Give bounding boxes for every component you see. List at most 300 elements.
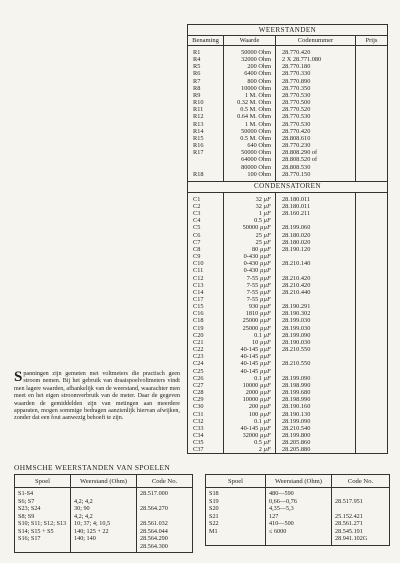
capacitor-name: C13 — [188, 282, 224, 289]
capacitor-name: C11 — [188, 267, 224, 274]
capacitor-value — [224, 418, 276, 425]
capacitor-value-number: 10000 — [242, 396, 259, 404]
resistor-value: 0.32 M. Ohm — [224, 99, 276, 106]
capacitor-name: C32 — [188, 418, 224, 425]
capacitor-value-number: 25 — [255, 238, 262, 246]
capacitor-value — [224, 203, 276, 210]
coil-cell-line: 28.941.102G — [335, 535, 368, 542]
resistor-value: 800 Ohm — [224, 78, 276, 85]
capacitor-value — [224, 325, 276, 332]
coil-cell-line: 28.545.191 — [335, 527, 363, 535]
capacitor-price — [356, 303, 388, 310]
capacitor-row — [188, 418, 388, 425]
resistor-price — [356, 78, 388, 85]
capacitor-row — [188, 375, 388, 382]
right-header-weerstand: Weerstand (Ohm) — [266, 475, 332, 488]
resistor-row — [188, 149, 388, 156]
measurement-note — [14, 371, 180, 423]
capacitor-unit: µF — [263, 331, 271, 339]
resistor-value: 50000 Ohm — [224, 49, 276, 56]
capacitor-name: C37 — [188, 446, 224, 454]
capacitor-row — [188, 396, 388, 403]
capacitor-code: 28.190.160 — [276, 403, 356, 410]
resistor-name: R9 — [188, 92, 224, 99]
resistor-price — [356, 49, 388, 56]
capacitors-section-row — [188, 181, 388, 192]
capacitor-code: 28.199.800 — [276, 432, 356, 439]
resistor-name: R15 — [188, 135, 224, 142]
capacitor-code: 28.205.880 — [276, 446, 356, 454]
resistor-code: 2 X 28.771.080 — [276, 56, 356, 63]
capacitor-value — [224, 317, 276, 324]
capacitor-name: C31 — [188, 411, 224, 418]
capacitor-unit: µµF — [259, 396, 271, 404]
capacitor-unit: µµF — [259, 353, 271, 361]
resistor-name: R17 — [188, 149, 224, 156]
left-header-spoel: Spoel — [15, 475, 71, 488]
capacitor-unit: µµF — [259, 260, 271, 268]
resistor-name: R18 — [188, 171, 224, 178]
capacitor-value — [224, 275, 276, 282]
capacitor-price — [356, 446, 388, 454]
capacitor-price — [356, 346, 388, 353]
capacitor-name: C6 — [188, 232, 224, 239]
capacitor-price — [356, 418, 388, 425]
capacitor-row — [188, 260, 388, 267]
capacitor-price — [356, 210, 388, 217]
capacitor-code — [276, 253, 356, 260]
coil-cell-line: ≤ 6000 — [269, 527, 287, 535]
capacitor-value-number: 0.5 — [254, 439, 262, 447]
resistor-row — [188, 164, 388, 171]
coil-cell-line: 28.564.270 — [140, 505, 168, 512]
capacitor-code: 28.160.211 — [276, 210, 356, 217]
capacitor-price — [356, 267, 388, 274]
coil-cell-line: 4,2; 4,2 — [74, 497, 93, 505]
header-prijs: Prijs — [356, 36, 388, 46]
resistor-value: 6400 Ohm — [224, 70, 276, 77]
resistor-value: 32000 Ohm — [224, 56, 276, 63]
capacitor-row — [188, 210, 388, 217]
capacitor-price — [356, 425, 388, 432]
capacitor-code — [276, 217, 356, 224]
coil-cell-line: 127 — [269, 512, 279, 520]
capacitor-price — [356, 375, 388, 382]
capacitor-value-number: 200 — [248, 403, 259, 411]
coil-table-right — [205, 474, 390, 546]
coil-cell-line: S20 — [209, 505, 219, 512]
capacitor-row — [188, 267, 388, 274]
coil-cell-line: S8; S9 — [18, 512, 35, 520]
capacitor-value-number: 7-55 — [246, 296, 259, 303]
capacitor-unit: µµF — [259, 389, 271, 397]
capacitor-name: C34 — [188, 432, 224, 439]
resistor-row — [188, 99, 388, 106]
capacitor-name: C5 — [188, 224, 224, 231]
capacitor-price — [356, 382, 388, 389]
resistor-row — [188, 121, 388, 128]
capacitor-unit: µµF — [259, 274, 271, 282]
coil-cell-line: 0,66—0,76 — [269, 497, 297, 505]
capacitor-value-number: 80 — [252, 245, 259, 253]
capacitor-unit: µµF — [259, 224, 271, 232]
capacitor-unit: µµF — [259, 303, 271, 311]
capacitor-unit: µµF — [259, 324, 271, 332]
right-header-spoel: Spoel — [206, 475, 266, 488]
coil-cell-line: 25.152.421 — [335, 512, 363, 520]
capacitor-name: C15 — [188, 303, 224, 310]
capacitor-value — [224, 303, 276, 310]
capacitor-unit: µF — [263, 217, 271, 225]
capacitor-unit: µµF — [259, 403, 271, 411]
resistor-code: 28.770.420 — [276, 49, 356, 56]
right-spoel-column — [206, 488, 266, 546]
capacitor-value — [224, 439, 276, 446]
capacitor-value — [224, 296, 276, 303]
resistor-value: 10000 Ohm — [224, 85, 276, 92]
resistor-row — [188, 113, 388, 120]
resistor-value: 100 Ohm — [224, 171, 276, 178]
capacitor-value — [224, 267, 276, 274]
resistor-price — [356, 149, 388, 156]
capacitor-value — [224, 432, 276, 439]
capacitor-value-number: 40-145 — [240, 367, 259, 375]
capacitor-value-number: 2000 — [245, 389, 259, 397]
capacitor-code — [276, 296, 356, 303]
resistor-code: 28.770.520 — [276, 106, 356, 113]
capacitor-name: C9 — [188, 253, 224, 260]
capacitor-code: 28.190.130 — [276, 411, 356, 418]
capacitor-value-number: 2 — [258, 446, 262, 454]
capacitor-value-number: 1 — [258, 210, 262, 218]
resistor-value: 50000 Ohm — [224, 128, 276, 135]
resistor-code: 28.770.500 — [276, 99, 356, 106]
capacitor-value-number: 7-55 — [246, 288, 259, 296]
coil-table-left — [14, 474, 193, 553]
capacitor-row — [188, 382, 388, 389]
capacitor-row — [188, 275, 388, 282]
capacitor-name: C28 — [188, 389, 224, 396]
capacitor-code: 28.190.120 — [276, 246, 356, 253]
capacitor-code: 28.210.440 — [276, 289, 356, 296]
capacitor-code — [276, 267, 356, 274]
capacitor-price — [356, 246, 388, 253]
capacitor-name: C26 — [188, 375, 224, 382]
capacitor-value — [224, 396, 276, 403]
resistor-code: 28.770.890 — [276, 78, 356, 85]
capacitor-value — [224, 239, 276, 246]
capacitor-price — [356, 275, 388, 282]
capacitor-unit: µµF — [259, 281, 271, 289]
capacitor-code: 28.210.540 — [276, 425, 356, 432]
capacitor-code: 28.180.011 — [276, 203, 356, 210]
resistor-value: 1 M. Ohm — [224, 121, 276, 128]
capacitor-code: 28.210.550 — [276, 346, 356, 353]
coil-cell-line: 140; 140 — [74, 535, 96, 542]
capacitor-row — [188, 196, 388, 203]
capacitor-value-number: 10 — [252, 338, 259, 346]
capacitor-code — [276, 368, 356, 375]
capacitor-value-number: 0-430 — [243, 253, 259, 261]
resistor-name: R8 — [188, 85, 224, 92]
capacitor-value — [224, 382, 276, 389]
capacitor-unit: µF — [263, 238, 271, 246]
resistor-name: R5 — [188, 63, 224, 70]
coil-cell-line: 10; 37; 4; 10,5 — [74, 520, 111, 527]
capacitor-price — [356, 353, 388, 360]
capacitor-unit: µµF — [259, 338, 271, 346]
resistor-code: 28.808.530 — [276, 164, 356, 171]
capacitor-row — [188, 217, 388, 224]
capacitor-code: 28.210.550 — [276, 360, 356, 367]
capacitor-unit: µµF — [259, 253, 271, 261]
capacitor-value-number: 50000 — [242, 224, 259, 232]
capacitor-name: C25 — [188, 368, 224, 375]
capacitor-row — [188, 310, 388, 317]
capacitor-code: 28.198.990 — [276, 382, 356, 389]
capacitor-value — [224, 260, 276, 267]
capacitor-name: C29 — [188, 396, 224, 403]
capacitor-unit: µµF — [259, 346, 271, 354]
capacitor-row — [188, 411, 388, 418]
capacitor-row — [188, 303, 388, 310]
capacitor-code: 28.199.680 — [276, 389, 356, 396]
capacitor-code: 28.199.030 — [276, 325, 356, 332]
resistor-name: R6 — [188, 70, 224, 77]
coil-cell-line: S10; S11; S12; S13 — [18, 520, 67, 527]
coil-cell-line: 28.517.000 — [140, 490, 168, 497]
coil-cell-line: S18 — [209, 490, 219, 497]
capacitor-code: 28.199.090 — [276, 375, 356, 382]
capacitor-price — [356, 332, 388, 339]
capacitor-name: C30 — [188, 403, 224, 410]
coil-cell-line: 140; 125 + 22 — [74, 527, 109, 535]
capacitor-value-number: 40-145 — [240, 346, 259, 354]
capacitor-unit: µµF — [259, 317, 271, 325]
capacitor-value-number: 32 — [255, 195, 262, 203]
capacitor-name: C4 — [188, 217, 224, 224]
capacitor-price — [356, 432, 388, 439]
coil-cell-line: 4,35—5,3 — [269, 505, 294, 512]
resistor-price — [356, 106, 388, 113]
resistor-value: 200 Ohm — [224, 63, 276, 70]
coil-cell-line — [140, 498, 192, 506]
coil-cell-line: S22 — [209, 520, 219, 527]
capacitor-name: C35 — [188, 439, 224, 446]
capacitor-row — [188, 425, 388, 432]
capacitor-value-number: 40-145 — [240, 353, 259, 361]
capacitor-row — [188, 317, 388, 324]
capacitor-row — [188, 439, 388, 446]
capacitor-name: C23 — [188, 353, 224, 360]
capacitor-price — [356, 224, 388, 231]
capacitor-value-number: 25000 — [242, 324, 259, 332]
capacitor-value-number: 10000 — [242, 381, 259, 389]
capacitor-unit: µF — [263, 202, 271, 210]
capacitor-name: C7 — [188, 239, 224, 246]
resistor-row — [188, 171, 388, 178]
resistor-code: 28.770.230 — [276, 142, 356, 149]
resistor-value: 0.5 M. Ohm — [224, 106, 276, 113]
coil-cell-line: S23; S24 — [18, 505, 41, 512]
resistor-price — [356, 121, 388, 128]
capacitor-row — [188, 296, 388, 303]
coil-cell-line — [74, 490, 136, 498]
header-benaming: Benaming — [188, 36, 224, 46]
capacitor-name: C12 — [188, 275, 224, 282]
capacitor-row — [188, 282, 388, 289]
capacitor-unit: µF — [263, 439, 271, 447]
resistor-code: 28.808.290 of — [276, 149, 356, 156]
resistor-value: 80000 Ohm — [224, 164, 276, 171]
resistor-price — [356, 70, 388, 77]
capacitor-value-number: 32 — [255, 202, 262, 210]
right-header-code: Code No. — [332, 475, 390, 488]
capacitor-name: C10 — [188, 260, 224, 267]
capacitor-price — [356, 439, 388, 446]
capacitor-row — [188, 432, 388, 439]
coil-cell-line: 28.564.290 — [140, 535, 168, 542]
capacitor-value — [224, 425, 276, 432]
capacitor-price — [356, 317, 388, 324]
capacitor-value — [224, 246, 276, 253]
capacitor-unit: µF — [263, 374, 271, 382]
capacitor-value-number: 0.5 — [254, 217, 262, 225]
capacitor-value-number: 25000 — [242, 317, 259, 325]
note-text: panningen zijn gemeten met voltmeters die practisch geen stroom nemen. Bij het gebruik van draaispoelvoltmeters vindt men lagere waarden, afhankelijk van de weerstand, waarachter men meet en het eigen stroomverbruik van de meter. Daar de gegeven waarden de gemiddelden zijn van metingen aan meerdere apparaten, mogen sommige bedragen aanzienlijk hiervan afwijken, zonder dat een fout aanwezig behoeft te zijn. — [14, 371, 180, 422]
resistor-name: R10 — [188, 99, 224, 106]
capacitor-value — [224, 289, 276, 296]
capacitor-code: 28.205.860 — [276, 439, 356, 446]
capacitor-row — [188, 289, 388, 296]
capacitor-row — [188, 325, 388, 332]
capacitor-value — [224, 282, 276, 289]
capacitor-row — [188, 203, 388, 210]
capacitor-value — [224, 360, 276, 367]
capacitor-price — [356, 396, 388, 403]
capacitor-row — [188, 360, 388, 367]
left-code-column — [137, 488, 193, 553]
coil-cell-line: 30; 90 — [74, 505, 90, 512]
capacitor-price — [356, 368, 388, 375]
capacitor-code: 28.210.140 — [276, 260, 356, 267]
resistor-name: R1 — [188, 49, 224, 56]
resistor-price — [356, 63, 388, 70]
capacitor-code: 28.210.420 — [276, 282, 356, 289]
capacitor-value-number: 0-430 — [243, 267, 259, 275]
coil-cell-line: S19 — [209, 497, 219, 505]
capacitor-unit: µF — [263, 231, 271, 239]
resistor-code: 28.770.530 — [276, 121, 356, 128]
capacitor-value — [224, 368, 276, 375]
capacitor-name: C16 — [188, 310, 224, 317]
capacitor-unit: µF — [263, 195, 271, 203]
capacitor-price — [356, 239, 388, 246]
coil-cell-line: 480—590 — [269, 490, 294, 497]
capacitor-unit: µµF — [259, 367, 271, 375]
coil-cell-line: 28.517.951 — [335, 497, 363, 505]
resistor-price — [356, 156, 388, 163]
capacitor-name: C19 — [188, 325, 224, 332]
capacitor-code: 28.190.291 — [276, 303, 356, 310]
coil-cell-line — [140, 513, 192, 521]
capacitor-name: C17 — [188, 296, 224, 303]
resistor-code: 28.808.610 — [276, 135, 356, 142]
capacitor-unit: µµF — [259, 267, 271, 275]
resistor-row — [188, 92, 388, 99]
capacitor-value — [224, 310, 276, 317]
resistor-price — [356, 171, 388, 178]
left-spoel-column — [15, 488, 71, 553]
capacitor-value-number: 930 — [248, 303, 259, 311]
capacitor-value — [224, 411, 276, 418]
capacitor-unit: µF — [263, 446, 271, 454]
resistor-name: R14 — [188, 128, 224, 135]
capacitor-row — [188, 389, 388, 396]
capacitor-code: 28.198.990 — [276, 396, 356, 403]
coil-cell-line: S14; S15 + S5 — [18, 527, 54, 535]
capacitor-value — [224, 389, 276, 396]
resistor-price — [356, 92, 388, 99]
capacitor-value-number: 40-145 — [240, 424, 259, 432]
resistor-value: 1 M. Ohm — [224, 92, 276, 99]
capacitor-value — [224, 217, 276, 224]
resistor-value: 640 Ohm — [224, 142, 276, 149]
coil-resistance-title: OHMSCHE WEERSTANDEN VAN SPOELEN — [14, 463, 171, 472]
capacitor-value — [224, 253, 276, 260]
capacitor-price — [356, 325, 388, 332]
capacitor-value-number: 40-145 — [240, 360, 259, 368]
capacitor-price — [356, 260, 388, 267]
resistor-name: R16 — [188, 142, 224, 149]
capacitor-code: 28.210.420 — [276, 275, 356, 282]
capacitor-price — [356, 289, 388, 296]
capacitor-code: 28.180.020 — [276, 239, 356, 246]
capacitor-unit: µF — [263, 417, 271, 425]
resistor-name — [188, 164, 224, 171]
resistor-price — [356, 128, 388, 135]
resistor-code: 28.770.420 — [276, 128, 356, 135]
resistor-price — [356, 99, 388, 106]
capacitor-price — [356, 403, 388, 410]
resistor-code: 28.770.180 — [276, 63, 356, 70]
capacitor-unit: µµF — [259, 288, 271, 296]
resistor-name — [188, 156, 224, 163]
resistor-price — [356, 113, 388, 120]
capacitor-value-number: 100 — [248, 410, 259, 418]
resistor-row — [188, 135, 388, 142]
resistor-row — [188, 78, 388, 85]
components-table — [187, 24, 388, 454]
resistor-value: 64000 Ohm — [224, 156, 276, 163]
capacitor-code: 28.199.030 — [276, 317, 356, 324]
capacitor-code: 28.190.302 — [276, 310, 356, 317]
header-waarde: Waarde — [224, 36, 276, 46]
capacitor-price — [356, 389, 388, 396]
capacitor-price — [356, 203, 388, 210]
capacitor-value-number: 0-430 — [243, 260, 259, 268]
coil-cell-line: 4,2; 4,2 — [74, 512, 93, 520]
capacitor-value — [224, 346, 276, 353]
capacitor-unit: µµF — [259, 245, 271, 253]
capacitor-unit: µµF — [259, 431, 271, 439]
capacitor-price — [356, 196, 388, 203]
capacitor-row — [188, 224, 388, 231]
capacitor-value-number: 7-55 — [246, 281, 259, 289]
capacitor-code: 28.199.060 — [276, 224, 356, 231]
resistor-price — [356, 56, 388, 63]
coil-cell-line: 410—500 — [269, 520, 294, 527]
